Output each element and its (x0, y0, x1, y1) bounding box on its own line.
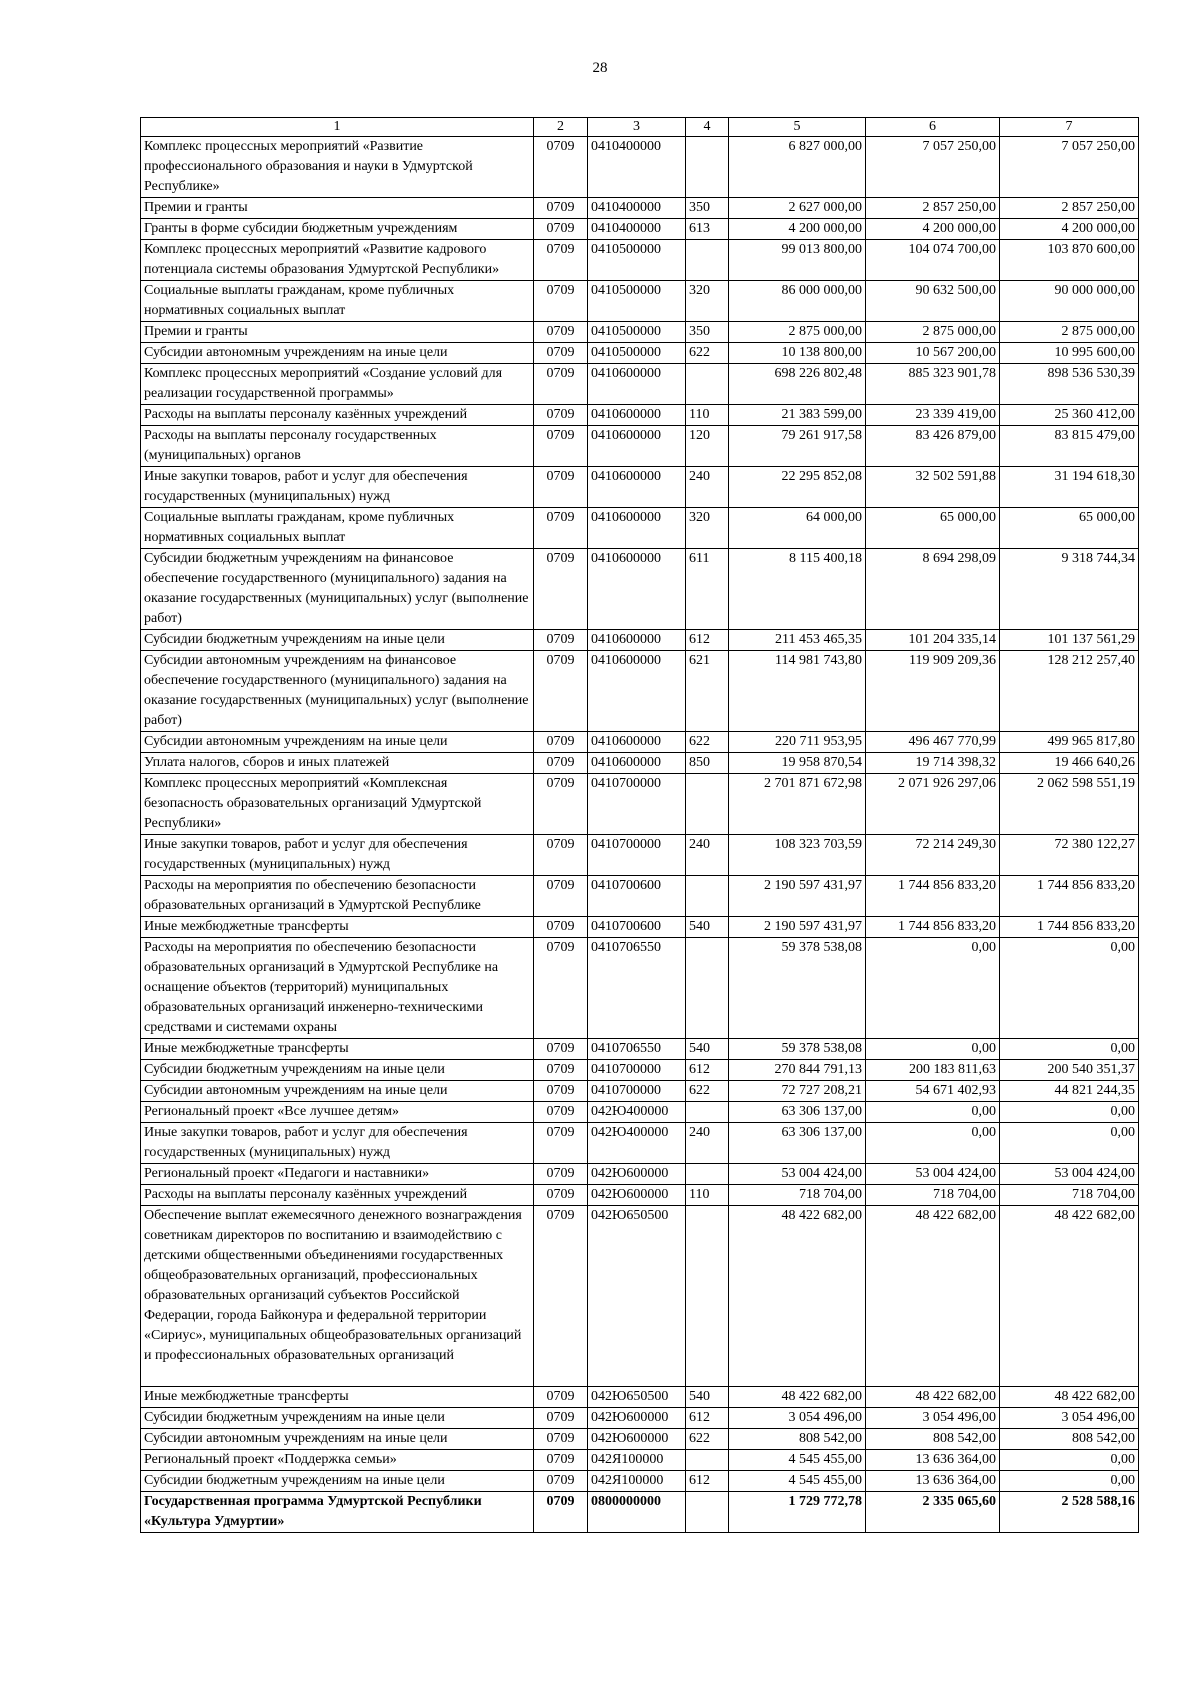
table-row (141, 240, 1139, 281)
row-amount-col6: 119 909 209,36 (866, 651, 1000, 732)
row-section-code: 0709 (534, 1123, 588, 1164)
row-amount-col7: 0,00 (1000, 1450, 1139, 1471)
row-amount-col7: 0,00 (1000, 1123, 1139, 1164)
row-section-code: 0709 (534, 1081, 588, 1102)
row-expense-type (686, 1206, 729, 1387)
row-amount-col7: 72 380 122,27 (1000, 835, 1139, 876)
row-target-article: 0410600000 (588, 732, 686, 753)
row-expense-type (686, 938, 729, 1039)
column-header: 7 (1000, 118, 1139, 137)
row-amount-col5: 220 711 953,95 (729, 732, 866, 753)
row-expense-type (686, 1102, 729, 1123)
row-target-article: 0410700000 (588, 835, 686, 876)
row-amount-col5: 59 378 538,08 (729, 938, 866, 1039)
row-expense-type (686, 137, 729, 198)
row-amount-col6: 48 422 682,00 (866, 1206, 1000, 1387)
row-amount-col7: 200 540 351,37 (1000, 1060, 1139, 1081)
row-amount-col6: 54 671 402,93 (866, 1081, 1000, 1102)
row-expense-type: 240 (686, 467, 729, 508)
row-target-article: 0410706550 (588, 1039, 686, 1060)
row-section-code: 0709 (534, 322, 588, 343)
row-amount-col5: 53 004 424,00 (729, 1164, 866, 1185)
row-expense-type: 612 (686, 630, 729, 651)
row-amount-col6: 718 704,00 (866, 1185, 1000, 1206)
row-target-article: 042Ю600000 (588, 1164, 686, 1185)
row-amount-col5: 4 200 000,00 (729, 219, 866, 240)
row-name: Расходы на мероприятия по обеспечению безопасности образовательных организаций в Удмуртской Республике на оснащение объектов (территорий) муниципальных образовательных организаций инженерно-техническими средствами и системами охраны (141, 938, 534, 1039)
row-amount-col6: 72 214 249,30 (866, 835, 1000, 876)
row-name: Субсидии автономным учреждениям на иные цели (141, 1081, 534, 1102)
row-section-code: 0709 (534, 630, 588, 651)
row-target-article: 042Ю650500 (588, 1206, 686, 1387)
row-name: Социальные выплаты гражданам, кроме публичных нормативных социальных выплат (141, 508, 534, 549)
table-row (141, 1408, 1139, 1429)
row-amount-col6: 32 502 591,88 (866, 467, 1000, 508)
row-expense-type: 850 (686, 753, 729, 774)
row-name: Обеспечение выплат ежемесячного денежного вознаграждения советникам директоров по воспитанию и взаимодействию с детскими общественными объединениями государственных общеобразовательных организаций, профессиональных образовательных организаций субъектов Российской Федерации, города Байконура и федеральной территории «Сириус», муниципальных общеобразовательных организаций и профессиональных образовательных организаций (141, 1206, 534, 1387)
row-amount-col7: 25 360 412,00 (1000, 405, 1139, 426)
row-expense-type: 612 (686, 1060, 729, 1081)
row-name: Субсидии бюджетным учреждениям на иные цели (141, 1060, 534, 1081)
row-expense-type: 611 (686, 549, 729, 630)
row-name: Премии и гранты (141, 322, 534, 343)
row-amount-col5: 8 115 400,18 (729, 549, 866, 630)
column-header: 5 (729, 118, 866, 137)
row-amount-col6: 1 744 856 833,20 (866, 876, 1000, 917)
row-amount-col6: 1 744 856 833,20 (866, 917, 1000, 938)
row-target-article: 0410600000 (588, 508, 686, 549)
row-section-code: 0709 (534, 1471, 588, 1492)
row-section-code: 0709 (534, 1039, 588, 1060)
row-target-article: 0410700600 (588, 876, 686, 917)
row-amount-col7: 1 744 856 833,20 (1000, 917, 1139, 938)
row-section-code: 0709 (534, 1492, 588, 1533)
table-row (141, 426, 1139, 467)
row-amount-col6: 0,00 (866, 1102, 1000, 1123)
row-name: Уплата налогов, сборов и иных платежей (141, 753, 534, 774)
row-amount-col7: 718 704,00 (1000, 1185, 1139, 1206)
row-expense-type (686, 774, 729, 835)
row-amount-col5: 21 383 599,00 (729, 405, 866, 426)
row-amount-col5: 2 875 000,00 (729, 322, 866, 343)
column-number-row (141, 118, 1139, 137)
table-row (141, 1450, 1139, 1471)
row-target-article: 042Ю400000 (588, 1102, 686, 1123)
table-row (141, 219, 1139, 240)
row-amount-col7: 499 965 817,80 (1000, 732, 1139, 753)
row-amount-col6: 7 057 250,00 (866, 137, 1000, 198)
row-target-article: 042Ю600000 (588, 1429, 686, 1450)
row-amount-col5: 1 729 772,78 (729, 1492, 866, 1533)
table-row (141, 1492, 1139, 1533)
row-name: Комплекс процессных мероприятий «Создание условий для реализации государственной программы» (141, 364, 534, 405)
row-amount-col5: 19 958 870,54 (729, 753, 866, 774)
row-target-article: 042Ю400000 (588, 1123, 686, 1164)
row-section-code: 0709 (534, 240, 588, 281)
row-amount-col5: 86 000 000,00 (729, 281, 866, 322)
row-amount-col6: 10 567 200,00 (866, 343, 1000, 364)
row-amount-col5: 64 000,00 (729, 508, 866, 549)
row-expense-type: 612 (686, 1471, 729, 1492)
row-amount-col5: 48 422 682,00 (729, 1206, 866, 1387)
row-amount-col6: 8 694 298,09 (866, 549, 1000, 630)
row-amount-col6: 83 426 879,00 (866, 426, 1000, 467)
row-name: Комплекс процессных мероприятий «Развитие кадрового потенциала системы образования Удмуртской Республики» (141, 240, 534, 281)
row-amount-col5: 108 323 703,59 (729, 835, 866, 876)
row-section-code: 0709 (534, 651, 588, 732)
row-expense-type: 622 (686, 1429, 729, 1450)
row-amount-col6: 496 467 770,99 (866, 732, 1000, 753)
row-section-code: 0709 (534, 917, 588, 938)
table-row (141, 364, 1139, 405)
table-row (141, 1387, 1139, 1408)
row-name: Субсидии автономным учреждениям на финансовое обеспечение государственного (муниципального) задания на оказание государственных (муниципальных) услуг (выполнение работ) (141, 651, 534, 732)
row-name: Субсидии бюджетным учреждениям на иные цели (141, 630, 534, 651)
row-name: Иные закупки товаров, работ и услуг для обеспечения государственных (муниципальных) нужд (141, 467, 534, 508)
table-row (141, 1039, 1139, 1060)
row-name: Гранты в форме субсидии бюджетным учреждениям (141, 219, 534, 240)
row-target-article: 0410700600 (588, 917, 686, 938)
table-body (141, 137, 1139, 1533)
row-amount-col7: 19 466 640,26 (1000, 753, 1139, 774)
row-name: Субсидии автономным учреждениям на иные цели (141, 732, 534, 753)
row-name: Государственная программа Удмуртской Республики «Культура Удмуртии» (141, 1492, 534, 1533)
row-amount-col6: 13 636 364,00 (866, 1450, 1000, 1471)
table-row (141, 630, 1139, 651)
table-row (141, 137, 1139, 198)
row-target-article: 0410600000 (588, 405, 686, 426)
row-amount-col7: 0,00 (1000, 1471, 1139, 1492)
row-target-article: 0410400000 (588, 137, 686, 198)
row-name: Субсидии бюджетным учреждениям на иные цели (141, 1471, 534, 1492)
row-amount-col7: 90 000 000,00 (1000, 281, 1139, 322)
row-name: Региональный проект «Поддержка семьи» (141, 1450, 534, 1471)
row-amount-col6: 4 200 000,00 (866, 219, 1000, 240)
row-amount-col5: 3 054 496,00 (729, 1408, 866, 1429)
row-name: Иные межбюджетные трансферты (141, 1039, 534, 1060)
row-amount-col7: 1 744 856 833,20 (1000, 876, 1139, 917)
row-amount-col7: 31 194 618,30 (1000, 467, 1139, 508)
page-number: 28 (592, 60, 608, 76)
table-row (141, 1471, 1139, 1492)
row-amount-col5: 79 261 917,58 (729, 426, 866, 467)
row-amount-col7: 0,00 (1000, 938, 1139, 1039)
row-target-article: 042Ю600000 (588, 1408, 686, 1429)
row-amount-col7: 2 528 588,16 (1000, 1492, 1139, 1533)
row-amount-col5: 48 422 682,00 (729, 1387, 866, 1408)
row-amount-col7: 83 815 479,00 (1000, 426, 1139, 467)
row-section-code: 0709 (534, 198, 588, 219)
row-section-code: 0709 (534, 343, 588, 364)
table-row (141, 753, 1139, 774)
row-target-article: 042Ю650500 (588, 1387, 686, 1408)
row-target-article: 0410600000 (588, 549, 686, 630)
column-header: 3 (588, 118, 686, 137)
row-target-article: 0800000000 (588, 1492, 686, 1533)
row-expense-type (686, 1450, 729, 1471)
row-amount-col7: 4 200 000,00 (1000, 219, 1139, 240)
row-expense-type: 540 (686, 1039, 729, 1060)
row-amount-col6: 2 875 000,00 (866, 322, 1000, 343)
table-row (141, 549, 1139, 630)
row-expense-type: 540 (686, 1387, 729, 1408)
row-amount-col6: 3 054 496,00 (866, 1408, 1000, 1429)
row-amount-col5: 4 545 455,00 (729, 1471, 866, 1492)
row-amount-col6: 2 857 250,00 (866, 198, 1000, 219)
row-amount-col5: 718 704,00 (729, 1185, 866, 1206)
row-name: Иные закупки товаров, работ и услуг для обеспечения государственных (муниципальных) нужд (141, 1123, 534, 1164)
row-amount-col7: 2 875 000,00 (1000, 322, 1139, 343)
row-amount-col7: 9 318 744,34 (1000, 549, 1139, 630)
row-name: Комплекс процессных мероприятий «Развитие профессионального образования и науки в Удмуртской Республике» (141, 137, 534, 198)
row-section-code: 0709 (534, 508, 588, 549)
row-amount-col5: 22 295 852,08 (729, 467, 866, 508)
row-expense-type: 350 (686, 322, 729, 343)
row-expense-type: 621 (686, 651, 729, 732)
row-section-code: 0709 (534, 426, 588, 467)
row-amount-col6: 13 636 364,00 (866, 1471, 1000, 1492)
row-name: Премии и гранты (141, 198, 534, 219)
row-name: Субсидии бюджетным учреждениям на иные цели (141, 1408, 534, 1429)
row-target-article: 0410600000 (588, 651, 686, 732)
row-amount-col7: 103 870 600,00 (1000, 240, 1139, 281)
table-row (141, 732, 1139, 753)
row-amount-col7: 0,00 (1000, 1039, 1139, 1060)
row-amount-col6: 885 323 901,78 (866, 364, 1000, 405)
table-row (141, 835, 1139, 876)
row-section-code: 0709 (534, 1387, 588, 1408)
row-amount-col5: 808 542,00 (729, 1429, 866, 1450)
row-amount-col7: 128 212 257,40 (1000, 651, 1139, 732)
row-amount-col5: 63 306 137,00 (729, 1123, 866, 1164)
row-expense-type: 612 (686, 1408, 729, 1429)
row-section-code: 0709 (534, 835, 588, 876)
row-amount-col5: 4 545 455,00 (729, 1450, 866, 1471)
row-section-code: 0709 (534, 1185, 588, 1206)
row-amount-col6: 19 714 398,32 (866, 753, 1000, 774)
row-name: Субсидии бюджетным учреждениям на финансовое обеспечение государственного (муниципального) задания на оказание государственных (муниципальных) услуг (выполнение работ) (141, 549, 534, 630)
row-section-code: 0709 (534, 1060, 588, 1081)
row-section-code: 0709 (534, 549, 588, 630)
row-name: Комплекс процессных мероприятий «Комплексная безопасность образовательных организаций Удмуртской Республики» (141, 774, 534, 835)
row-expense-type: 320 (686, 508, 729, 549)
table-row (141, 1185, 1139, 1206)
row-name: Иные межбюджетные трансферты (141, 1387, 534, 1408)
row-amount-col7: 53 004 424,00 (1000, 1164, 1139, 1185)
row-section-code: 0709 (534, 1408, 588, 1429)
table-row (141, 322, 1139, 343)
row-amount-col7: 48 422 682,00 (1000, 1387, 1139, 1408)
row-target-article: 0410500000 (588, 281, 686, 322)
row-section-code: 0709 (534, 1429, 588, 1450)
row-amount-col6: 104 074 700,00 (866, 240, 1000, 281)
row-target-article: 0410500000 (588, 240, 686, 281)
row-amount-col6: 53 004 424,00 (866, 1164, 1000, 1185)
row-expense-type (686, 240, 729, 281)
row-amount-col7: 65 000,00 (1000, 508, 1139, 549)
row-section-code: 0709 (534, 1102, 588, 1123)
row-expense-type: 120 (686, 426, 729, 467)
row-target-article: 0410600000 (588, 753, 686, 774)
row-section-code: 0709 (534, 732, 588, 753)
table-row (141, 1429, 1139, 1450)
row-target-article: 042Я100000 (588, 1471, 686, 1492)
row-amount-col7: 898 536 530,39 (1000, 364, 1139, 405)
row-expense-type: 110 (686, 1185, 729, 1206)
row-amount-col5: 59 378 538,08 (729, 1039, 866, 1060)
table-row (141, 1164, 1139, 1185)
row-section-code: 0709 (534, 753, 588, 774)
row-amount-col5: 99 013 800,00 (729, 240, 866, 281)
row-target-article: 0410600000 (588, 467, 686, 508)
row-target-article: 0410400000 (588, 219, 686, 240)
row-expense-type: 622 (686, 732, 729, 753)
table-row (141, 1102, 1139, 1123)
table-row (141, 938, 1139, 1039)
row-name: Региональный проект «Педагоги и наставники» (141, 1164, 534, 1185)
row-target-article: 0410700000 (588, 774, 686, 835)
row-amount-col5: 211 453 465,35 (729, 630, 866, 651)
row-section-code: 0709 (534, 405, 588, 426)
table-row (141, 1206, 1139, 1387)
row-amount-col7: 2 857 250,00 (1000, 198, 1139, 219)
column-header: 4 (686, 118, 729, 137)
row-amount-col5: 2 190 597 431,97 (729, 917, 866, 938)
row-amount-col5: 270 844 791,13 (729, 1060, 866, 1081)
row-section-code: 0709 (534, 137, 588, 198)
row-expense-type: 240 (686, 835, 729, 876)
table-row (141, 651, 1139, 732)
row-section-code: 0709 (534, 364, 588, 405)
row-amount-col7: 808 542,00 (1000, 1429, 1139, 1450)
row-name: Региональный проект «Все лучшее детям» (141, 1102, 534, 1123)
row-target-article: 0410600000 (588, 364, 686, 405)
row-amount-col6: 808 542,00 (866, 1429, 1000, 1450)
row-name: Иные закупки товаров, работ и услуг для обеспечения государственных (муниципальных) нужд (141, 835, 534, 876)
row-name: Субсидии автономным учреждениям на иные цели (141, 343, 534, 364)
row-amount-col7: 44 821 244,35 (1000, 1081, 1139, 1102)
row-target-article: 0410700000 (588, 1060, 686, 1081)
row-expense-type: 613 (686, 219, 729, 240)
row-amount-col5: 2 190 597 431,97 (729, 876, 866, 917)
row-expense-type (686, 876, 729, 917)
row-amount-col5: 6 827 000,00 (729, 137, 866, 198)
row-target-article: 0410600000 (588, 630, 686, 651)
row-amount-col5: 698 226 802,48 (729, 364, 866, 405)
row-section-code: 0709 (534, 774, 588, 835)
row-section-code: 0709 (534, 467, 588, 508)
row-amount-col5: 72 727 208,21 (729, 1081, 866, 1102)
row-amount-col6: 0,00 (866, 1039, 1000, 1060)
row-name: Социальные выплаты гражданам, кроме публичных нормативных социальных выплат (141, 281, 534, 322)
table-row (141, 467, 1139, 508)
row-amount-col7: 101 137 561,29 (1000, 630, 1139, 651)
table-row (141, 281, 1139, 322)
row-expense-type (686, 364, 729, 405)
table-row (141, 1081, 1139, 1102)
row-amount-col6: 0,00 (866, 938, 1000, 1039)
table-row (141, 876, 1139, 917)
row-section-code: 0709 (534, 1450, 588, 1471)
row-section-code: 0709 (534, 219, 588, 240)
row-amount-col6: 48 422 682,00 (866, 1387, 1000, 1408)
row-section-code: 0709 (534, 876, 588, 917)
row-amount-col7: 3 054 496,00 (1000, 1408, 1139, 1429)
row-amount-col6: 200 183 811,63 (866, 1060, 1000, 1081)
column-header: 2 (534, 118, 588, 137)
row-target-article: 0410500000 (588, 343, 686, 364)
row-amount-col6: 23 339 419,00 (866, 405, 1000, 426)
table-row (141, 1060, 1139, 1081)
column-header: 1 (141, 118, 534, 137)
row-amount-col7: 0,00 (1000, 1102, 1139, 1123)
row-amount-col6: 90 632 500,00 (866, 281, 1000, 322)
row-amount-col5: 2 701 871 672,98 (729, 774, 866, 835)
table-row (141, 917, 1139, 938)
row-target-article: 0410400000 (588, 198, 686, 219)
row-target-article: 0410600000 (588, 426, 686, 467)
table-row (141, 198, 1139, 219)
row-target-article: 0410500000 (588, 322, 686, 343)
row-expense-type: 240 (686, 1123, 729, 1164)
row-section-code: 0709 (534, 938, 588, 1039)
row-expense-type: 320 (686, 281, 729, 322)
row-amount-col7: 7 057 250,00 (1000, 137, 1139, 198)
row-amount-col6: 65 000,00 (866, 508, 1000, 549)
table-row (141, 508, 1139, 549)
row-amount-col7: 10 995 600,00 (1000, 343, 1139, 364)
table-row (141, 405, 1139, 426)
row-target-article: 0410700000 (588, 1081, 686, 1102)
row-expense-type: 110 (686, 405, 729, 426)
row-amount-col5: 63 306 137,00 (729, 1102, 866, 1123)
row-name: Расходы на выплаты персоналу казённых учреждений (141, 1185, 534, 1206)
row-target-article: 042Ю600000 (588, 1185, 686, 1206)
row-target-article: 0410706550 (588, 938, 686, 1039)
row-expense-type: 622 (686, 343, 729, 364)
row-amount-col5: 114 981 743,80 (729, 651, 866, 732)
row-name: Субсидии автономным учреждениям на иные цели (141, 1429, 534, 1450)
row-amount-col5: 10 138 800,00 (729, 343, 866, 364)
row-section-code: 0709 (534, 1206, 588, 1387)
row-name: Расходы на выплаты персоналу государственных (муниципальных) органов (141, 426, 534, 467)
row-name: Иные межбюджетные трансферты (141, 917, 534, 938)
row-expense-type (686, 1492, 729, 1533)
row-amount-col5: 2 627 000,00 (729, 198, 866, 219)
row-name: Расходы на мероприятия по обеспечению безопасности образовательных организаций в Удмуртской Республике (141, 876, 534, 917)
row-target-article: 042Я100000 (588, 1450, 686, 1471)
row-section-code: 0709 (534, 1164, 588, 1185)
row-expense-type: 540 (686, 917, 729, 938)
table-row (141, 343, 1139, 364)
row-amount-col6: 0,00 (866, 1123, 1000, 1164)
budget-table (140, 117, 1139, 1533)
column-header: 6 (866, 118, 1000, 137)
table-row (141, 1123, 1139, 1164)
row-expense-type: 350 (686, 198, 729, 219)
row-amount-col7: 48 422 682,00 (1000, 1206, 1139, 1387)
row-amount-col6: 101 204 335,14 (866, 630, 1000, 651)
row-amount-col6: 2 071 926 297,06 (866, 774, 1000, 835)
row-name: Расходы на выплаты персоналу казённых учреждений (141, 405, 534, 426)
row-expense-type (686, 1164, 729, 1185)
row-section-code: 0709 (534, 281, 588, 322)
row-amount-col7: 2 062 598 551,19 (1000, 774, 1139, 835)
table-row (141, 774, 1139, 835)
row-amount-col6: 2 335 065,60 (866, 1492, 1000, 1533)
row-expense-type: 622 (686, 1081, 729, 1102)
